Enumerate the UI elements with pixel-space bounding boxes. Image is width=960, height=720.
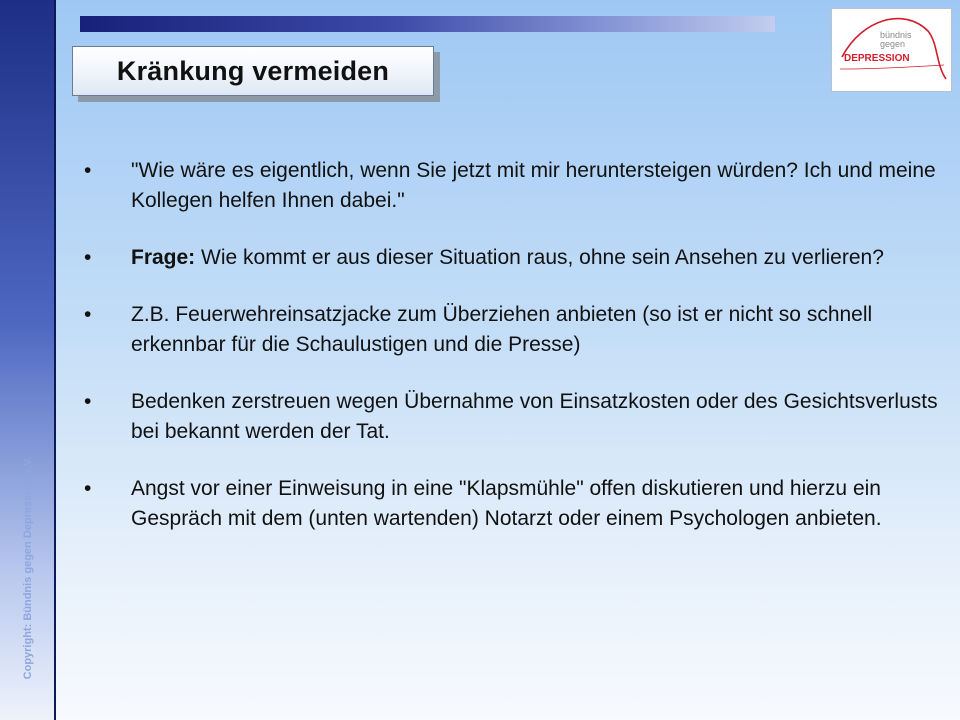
- logo: [831, 8, 952, 92]
- logo-swoosh-icon: [832, 9, 953, 93]
- bullet-dot-icon: •: [84, 477, 92, 500]
- bullet-text: Z.B. Feuerwehreinsatzjacke zum Überziehen anbieten (so ist er nicht so schnell erkennbar für die Schaulustigen und die Presse): [131, 303, 873, 356]
- bullet-strong: Frage:: [131, 246, 196, 269]
- top-gradient-bar: [80, 16, 775, 32]
- bullet-item: [84, 243, 944, 273]
- bullet-list: [84, 156, 944, 561]
- bullet-text: Wie kommt er aus dieser Situation raus, ohne sein Ansehen zu verlieren?: [195, 246, 884, 269]
- bullet-dot-icon: •: [84, 390, 92, 413]
- bullet-dot-icon: •: [84, 246, 92, 269]
- logo-text-line3: DEPRESSION: [844, 53, 910, 64]
- bullet-text: Angst vor einer Einweisung in eine "Klapsmühle" offen diskutieren und hierzu ein Gespräch mit dem (unten wartenden) Notarzt oder einem Psychologen anbieten.: [131, 477, 882, 530]
- title-box: [72, 46, 434, 96]
- bullet-dot-icon: •: [84, 303, 92, 326]
- bullet-text: Bedenken zerstreuen wegen Übernahme von Einsatzkosten oder des Gesichtsverlusts bei bekannt werden der Tat.: [131, 390, 938, 443]
- bullet-item: [84, 387, 944, 447]
- copyright-notice: Copyright: Bündnis gegen Depression e.V.: [22, 456, 34, 680]
- logo-text-line1: bündnis: [880, 30, 912, 40]
- bullet-dot-icon: •: [84, 159, 92, 182]
- page-title: Kränkung vermeiden: [116, 55, 390, 86]
- bullet-item: [84, 156, 944, 216]
- bullet-item: [84, 474, 944, 534]
- bullet-item: [84, 300, 944, 360]
- bullet-text: "Wie wäre es eigentlich, wenn Sie jetzt mit mir heruntersteigen würden? Ich und meine Kollegen helfen Ihnen dabei.": [131, 159, 936, 212]
- left-sidebar-band: [0, 0, 56, 720]
- logo-text-line2: gegen: [880, 39, 906, 49]
